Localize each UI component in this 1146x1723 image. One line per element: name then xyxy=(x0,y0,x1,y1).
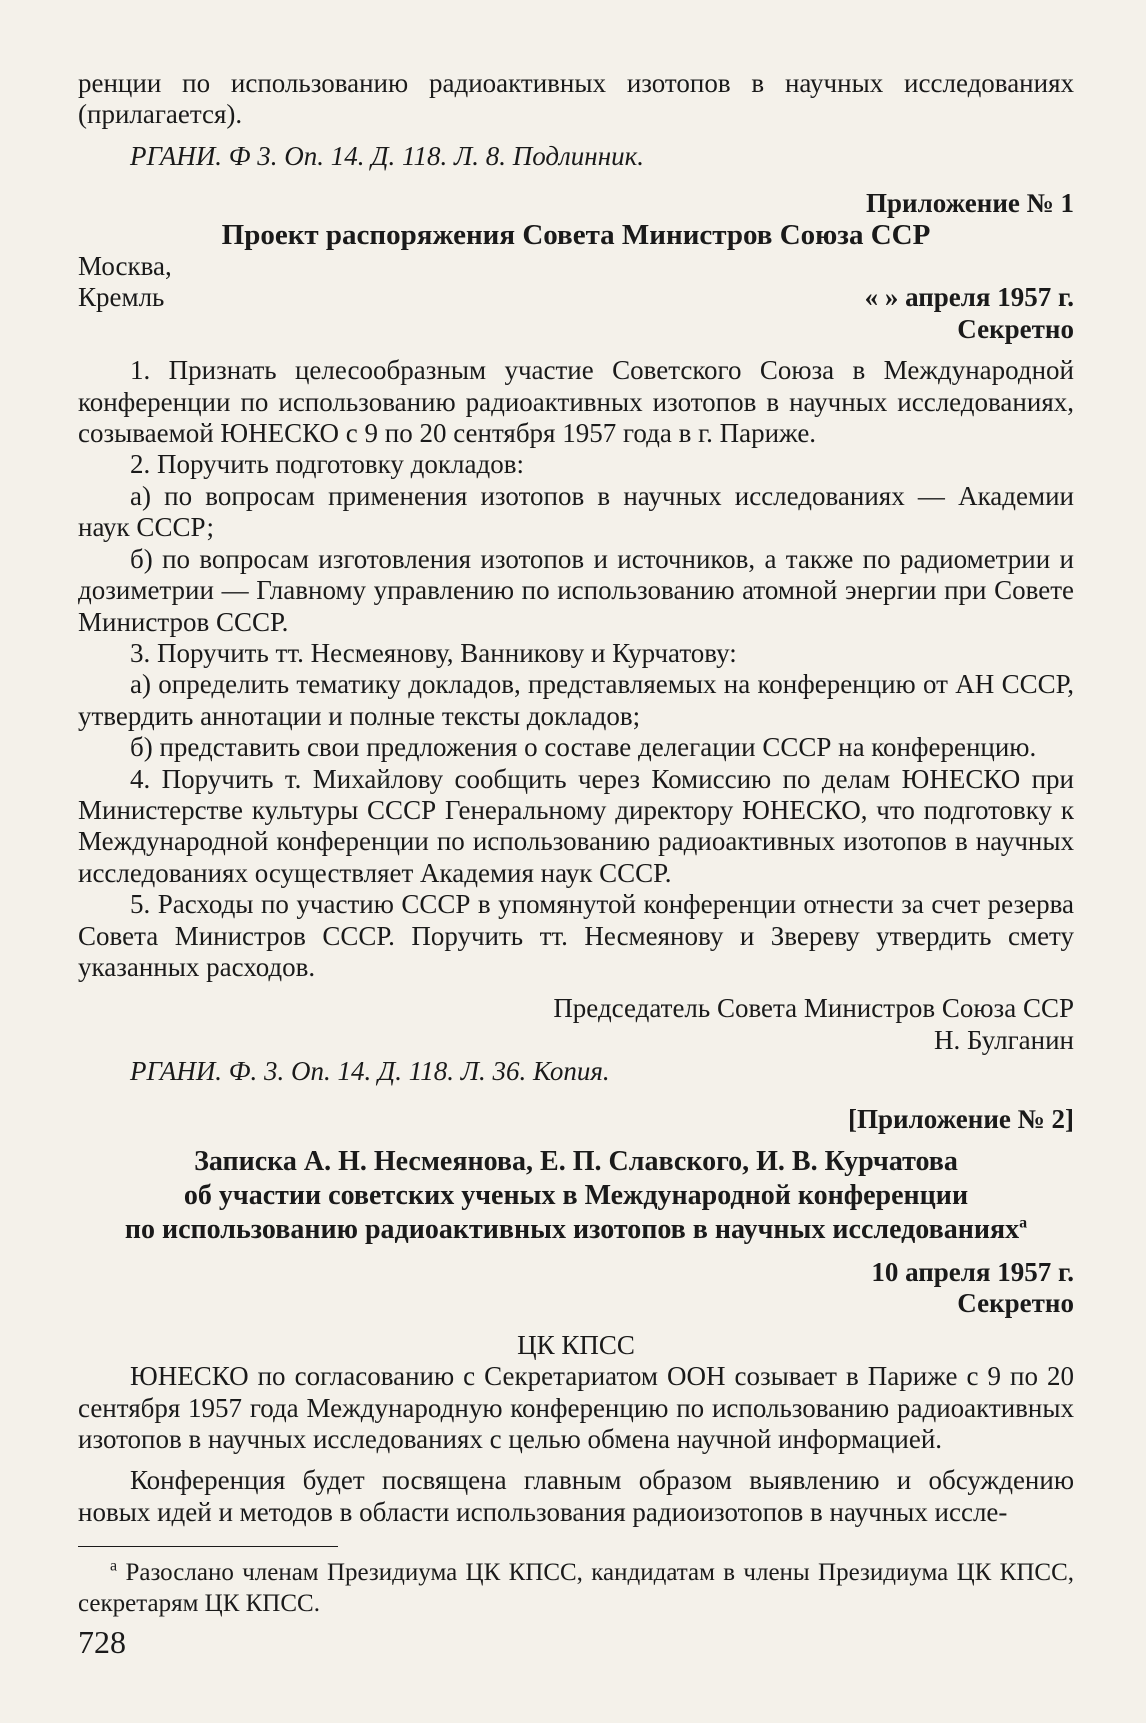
page-number: 728 xyxy=(78,1624,126,1660)
paragraph: 4. Поручить т. Михайлову сообщить через Комиссию по делам ЮНЕСКО при Министерстве культуры СССР Генеральному директору ЮНЕСКО, что подготовку к Международной конференции по использованию радиоактивных изотопов в научных исследованиях осуществляет Академия наук СССР. xyxy=(78,763,1074,888)
paragraph: ЮНЕСКО по согласованию с Секретариатом ООН созывает в Париже с 9 по 20 сентября 1957 года Международную конференцию по использованию радиоактивных изотопов в научных исследованиях с целью обмена научной информацией. xyxy=(78,1361,1074,1455)
paragraph: 2. Поручить подготовку докладов: xyxy=(130,449,524,480)
appendix-1-title: Проект распоряжения Совета Министров Союза ССР xyxy=(221,218,931,251)
place-line-1: Москва, xyxy=(78,251,172,282)
appendix-2-title-line: Записка А. Н. Несмеянова, Е. П. Славского, И. В. Курчатова xyxy=(194,1146,958,1177)
paragraph: 1. Признать целесообразным участие Советского Союза в Международной конференции по использованию радиоактивных изотопов в научных исследованиях, созываемой ЮНЕСКО с 9 по 20 сентября 1957 года в г. Париже. xyxy=(78,355,1074,449)
paragraph: б) по вопросам изготовления изотопов и источников, а также по радиометрии и дозиметрии — Главному управлению по использованию атомной энергии при Совете Министров СССР. xyxy=(78,543,1074,637)
signature-title: Председатель Совета Министров Союза ССР xyxy=(553,993,1074,1024)
appendix-2-title-line: об участии советских ученых в Международной конференции xyxy=(183,1180,969,1211)
appendix-1-label: Приложение № 1 xyxy=(866,188,1074,219)
footnote-text: Разослано членам Президиума ЦК КПСС, кандидатам в члены Президиума ЦК КПСС, секретарям ЦК КПСС. xyxy=(78,1559,1075,1618)
continuation-paragraph: ренции по использованию радиоактивных изотопов в научных исследованиях (прилагается). xyxy=(78,68,1074,130)
signature-name: Н. Булганин xyxy=(933,1024,1074,1055)
paragraph: б) представить свои предложения о составе делегации СССР на конференцию. xyxy=(130,732,1037,763)
paragraph: 3. Поручить тт. Несмеянову, Ванникову и Курчатову: xyxy=(130,637,737,668)
appendix-2-body xyxy=(78,1361,1074,1528)
footnote-marker: а xyxy=(1019,1214,1028,1232)
appendix-2-title xyxy=(78,1145,1074,1247)
footnote-marker: а xyxy=(110,1557,118,1575)
paragraph: а) по вопросам применения изотопов в научных исследованиях — Академии наук СССР; xyxy=(78,480,1074,543)
appendix-1-classification: Секретно xyxy=(957,313,1074,344)
addressee: ЦК КПСС xyxy=(517,1329,635,1360)
appendix-2-classification: Секретно xyxy=(957,1288,1074,1319)
appendix-1-header xyxy=(78,251,1074,345)
appendix-2-date: 10 апреля 1957 г. xyxy=(871,1257,1074,1287)
footnote xyxy=(78,1557,1074,1619)
appendix-2-title-line: по использованию радиоактивных изотопов в научных исследованиях xyxy=(124,1214,1020,1245)
paragraph: а) определить тематику докладов, представляемых на конференцию от АН СССР, утвердить аннотации и полные тексты докладов; xyxy=(78,669,1074,731)
place-line-2: Кремль xyxy=(78,282,165,313)
archive-source-reference: РГАНИ. Ф 3. Оп. 14. Д. 118. Л. 8. Подлинник. xyxy=(130,140,644,171)
paragraph: Конференция будет посвящена главным образом выявлению и обсуждению новых идей и методов в области использования радиоизотопов в научных иссле- xyxy=(78,1465,1074,1527)
appendix-2-label: [Приложение № 2] xyxy=(848,1103,1074,1134)
archive-source-reference: РГАНИ. Ф. 3. Оп. 14. Д. 118. Л. 36. Копия. xyxy=(130,1056,610,1087)
paragraph: 5. Расходы по участию СССР в упомянутой конференции отнести за счет резерва Совета Министров СССР. Поручить тт. Несмеянову и Звереву утвердить смету указанных расходов. xyxy=(78,889,1074,982)
appendix-1-date: « » апреля 1957 г. xyxy=(864,282,1074,313)
footnote-divider xyxy=(78,1546,338,1547)
appendix-1-body xyxy=(78,355,1074,983)
